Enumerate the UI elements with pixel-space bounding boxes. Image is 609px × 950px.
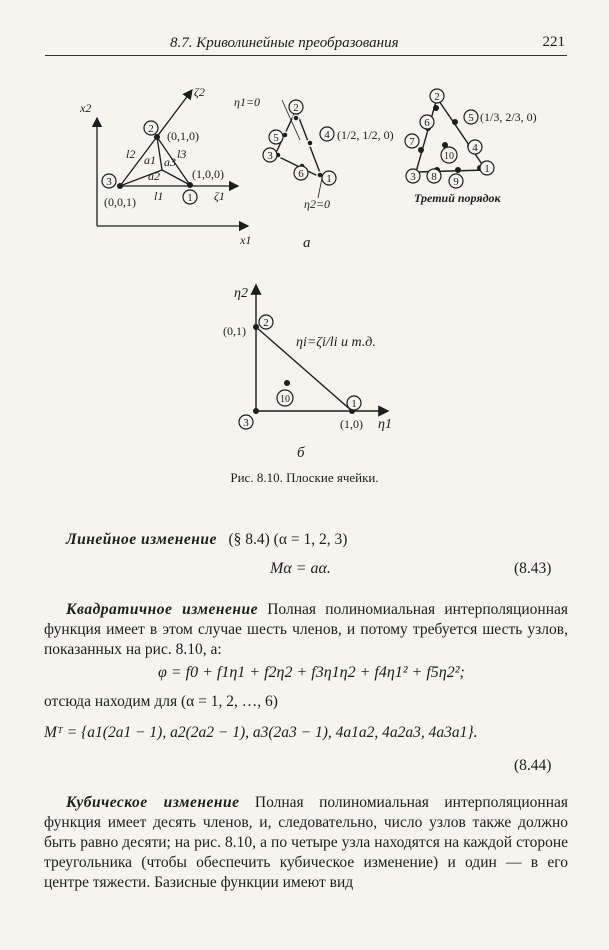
third-order-label: Третий порядок <box>414 191 501 205</box>
figure-a-label: а <box>303 235 311 251</box>
node-label: 5 <box>468 112 474 124</box>
label-a1: a1 <box>144 153 156 167</box>
node-label: 6 <box>424 117 430 129</box>
cubic-edge <box>416 170 486 172</box>
vertex-point <box>117 183 123 189</box>
node-point <box>253 408 259 414</box>
node-label: 8 <box>431 171 437 183</box>
eq-number-8-43: (8.43) <box>514 560 552 577</box>
node-label: 9 <box>453 176 459 188</box>
node-label: 7 <box>409 136 415 148</box>
node-label: 1 <box>326 173 332 185</box>
label-x1: x1 <box>240 233 252 247</box>
label-l2: l2 <box>126 147 136 161</box>
node-label: 5 <box>273 132 279 144</box>
label-zeta2: ζ2 <box>194 85 205 99</box>
vertex-point <box>187 182 193 188</box>
area-line <box>157 137 162 170</box>
equation-M: Mᵀ = {a1(2a1 − 1), a2(2a2 − 1), a3(2a3 − 1), 4a1a2, 4a2a3, 4a3a1}. <box>44 724 478 741</box>
node-label: 2 <box>263 317 269 329</box>
coord-010: (0,1,0) <box>167 129 199 143</box>
label-l3: l3 <box>177 147 187 161</box>
label-eta2: η2 <box>234 286 248 301</box>
equation-phi: φ = f0 + f1η1 + f2η2 + f3η1η2 + f4η1² + f5η2²; <box>158 664 465 681</box>
node-label: 6 <box>298 168 304 180</box>
cubic-paragraph <box>44 793 568 893</box>
node-label: 2 <box>148 123 154 135</box>
node-label: 3 <box>243 417 249 429</box>
label-a3: a3 <box>164 155 176 169</box>
relation-label: ηi=ζi/li и т.д. <box>296 335 376 350</box>
figure-b-label: б <box>297 445 305 461</box>
running-title: 8.7. Криволинейные преобразования <box>170 35 399 51</box>
eta1-zero-label: η1=0 <box>234 95 261 109</box>
quadratic-paragraph <box>44 600 568 660</box>
node-label: 10 <box>444 151 454 162</box>
figure-caption: Рис. 8.10. Плоские ячейки. <box>230 470 379 485</box>
node-label: 3 <box>410 171 416 183</box>
linear-heading: Линейное изменение <box>66 531 217 548</box>
coord-100: (1,0,0) <box>192 167 224 181</box>
node-label: 3 <box>267 150 273 162</box>
node-point <box>452 119 458 125</box>
centroid-point <box>284 380 290 386</box>
linear-heading-line <box>66 530 566 550</box>
area-line <box>162 170 190 185</box>
cubic-text: Полная полиномиальная интерполяционная функция имеет десять членов, и, следовательно, число узлов также должно быть равно десяти; на рис. 8.10, а по четыре узла находятся на каждой стороне треугольника (чтобы обеспечить кубическое изменение) и один — в его центре тяжести. Базисные функции имеют вид <box>44 794 568 891</box>
coord-10: (1,0) <box>340 417 363 431</box>
cubic-heading: Кубическое изменение <box>66 794 240 811</box>
coord-001: (0,0,1) <box>104 195 136 209</box>
eta2-line <box>318 178 322 198</box>
vertex-point <box>154 134 160 140</box>
label-x2: x2 <box>80 101 92 115</box>
label-l1: l1 <box>154 189 164 203</box>
node-label: 4 <box>324 129 330 141</box>
coord-mid: (1/2, 1/2, 0) <box>337 128 394 142</box>
equation-8-43: Mα = aα. <box>270 560 331 577</box>
page-number: 221 <box>542 34 565 50</box>
figure-8-10 <box>0 0 609 470</box>
coord-01: (0,1) <box>223 324 246 338</box>
node-label: 2 <box>293 102 299 114</box>
node-label: 1 <box>187 192 193 204</box>
node-label: 1 <box>351 398 357 410</box>
coord-third: (1/3, 2/3, 0) <box>480 110 537 124</box>
node-label: 3 <box>106 176 112 188</box>
linear-ref: (§ 8.4) (α = 1, 2, 3) <box>228 531 348 548</box>
node-point <box>307 140 313 146</box>
node-label: 10 <box>280 394 290 405</box>
label-eta1: η1 <box>378 417 392 432</box>
eq-number-8-44: (8.44) <box>514 757 552 774</box>
quadratic-text: Полная полиномиальная интерполяционная функция имеет в этом случае шесть членов, и потому требуется шесть узлов, показанных на рис. 8.10, а: <box>44 601 568 658</box>
quadratic-text2: отсюда находим для (α = 1, 2, …, 6) <box>44 693 278 710</box>
quadratic-heading: Квадратичное изменение <box>66 601 258 618</box>
label-a2: a2 <box>148 169 160 183</box>
node-point <box>253 324 259 330</box>
node-point <box>455 167 461 173</box>
node-label: 2 <box>434 91 440 103</box>
node-point <box>433 105 439 111</box>
label-zeta1: ζ1 <box>214 189 225 203</box>
node-point <box>293 115 299 121</box>
eta2-zero-label: η2=0 <box>304 197 331 211</box>
node-point <box>418 147 424 153</box>
node-label: 1 <box>484 163 490 175</box>
node-label: 4 <box>472 142 478 154</box>
